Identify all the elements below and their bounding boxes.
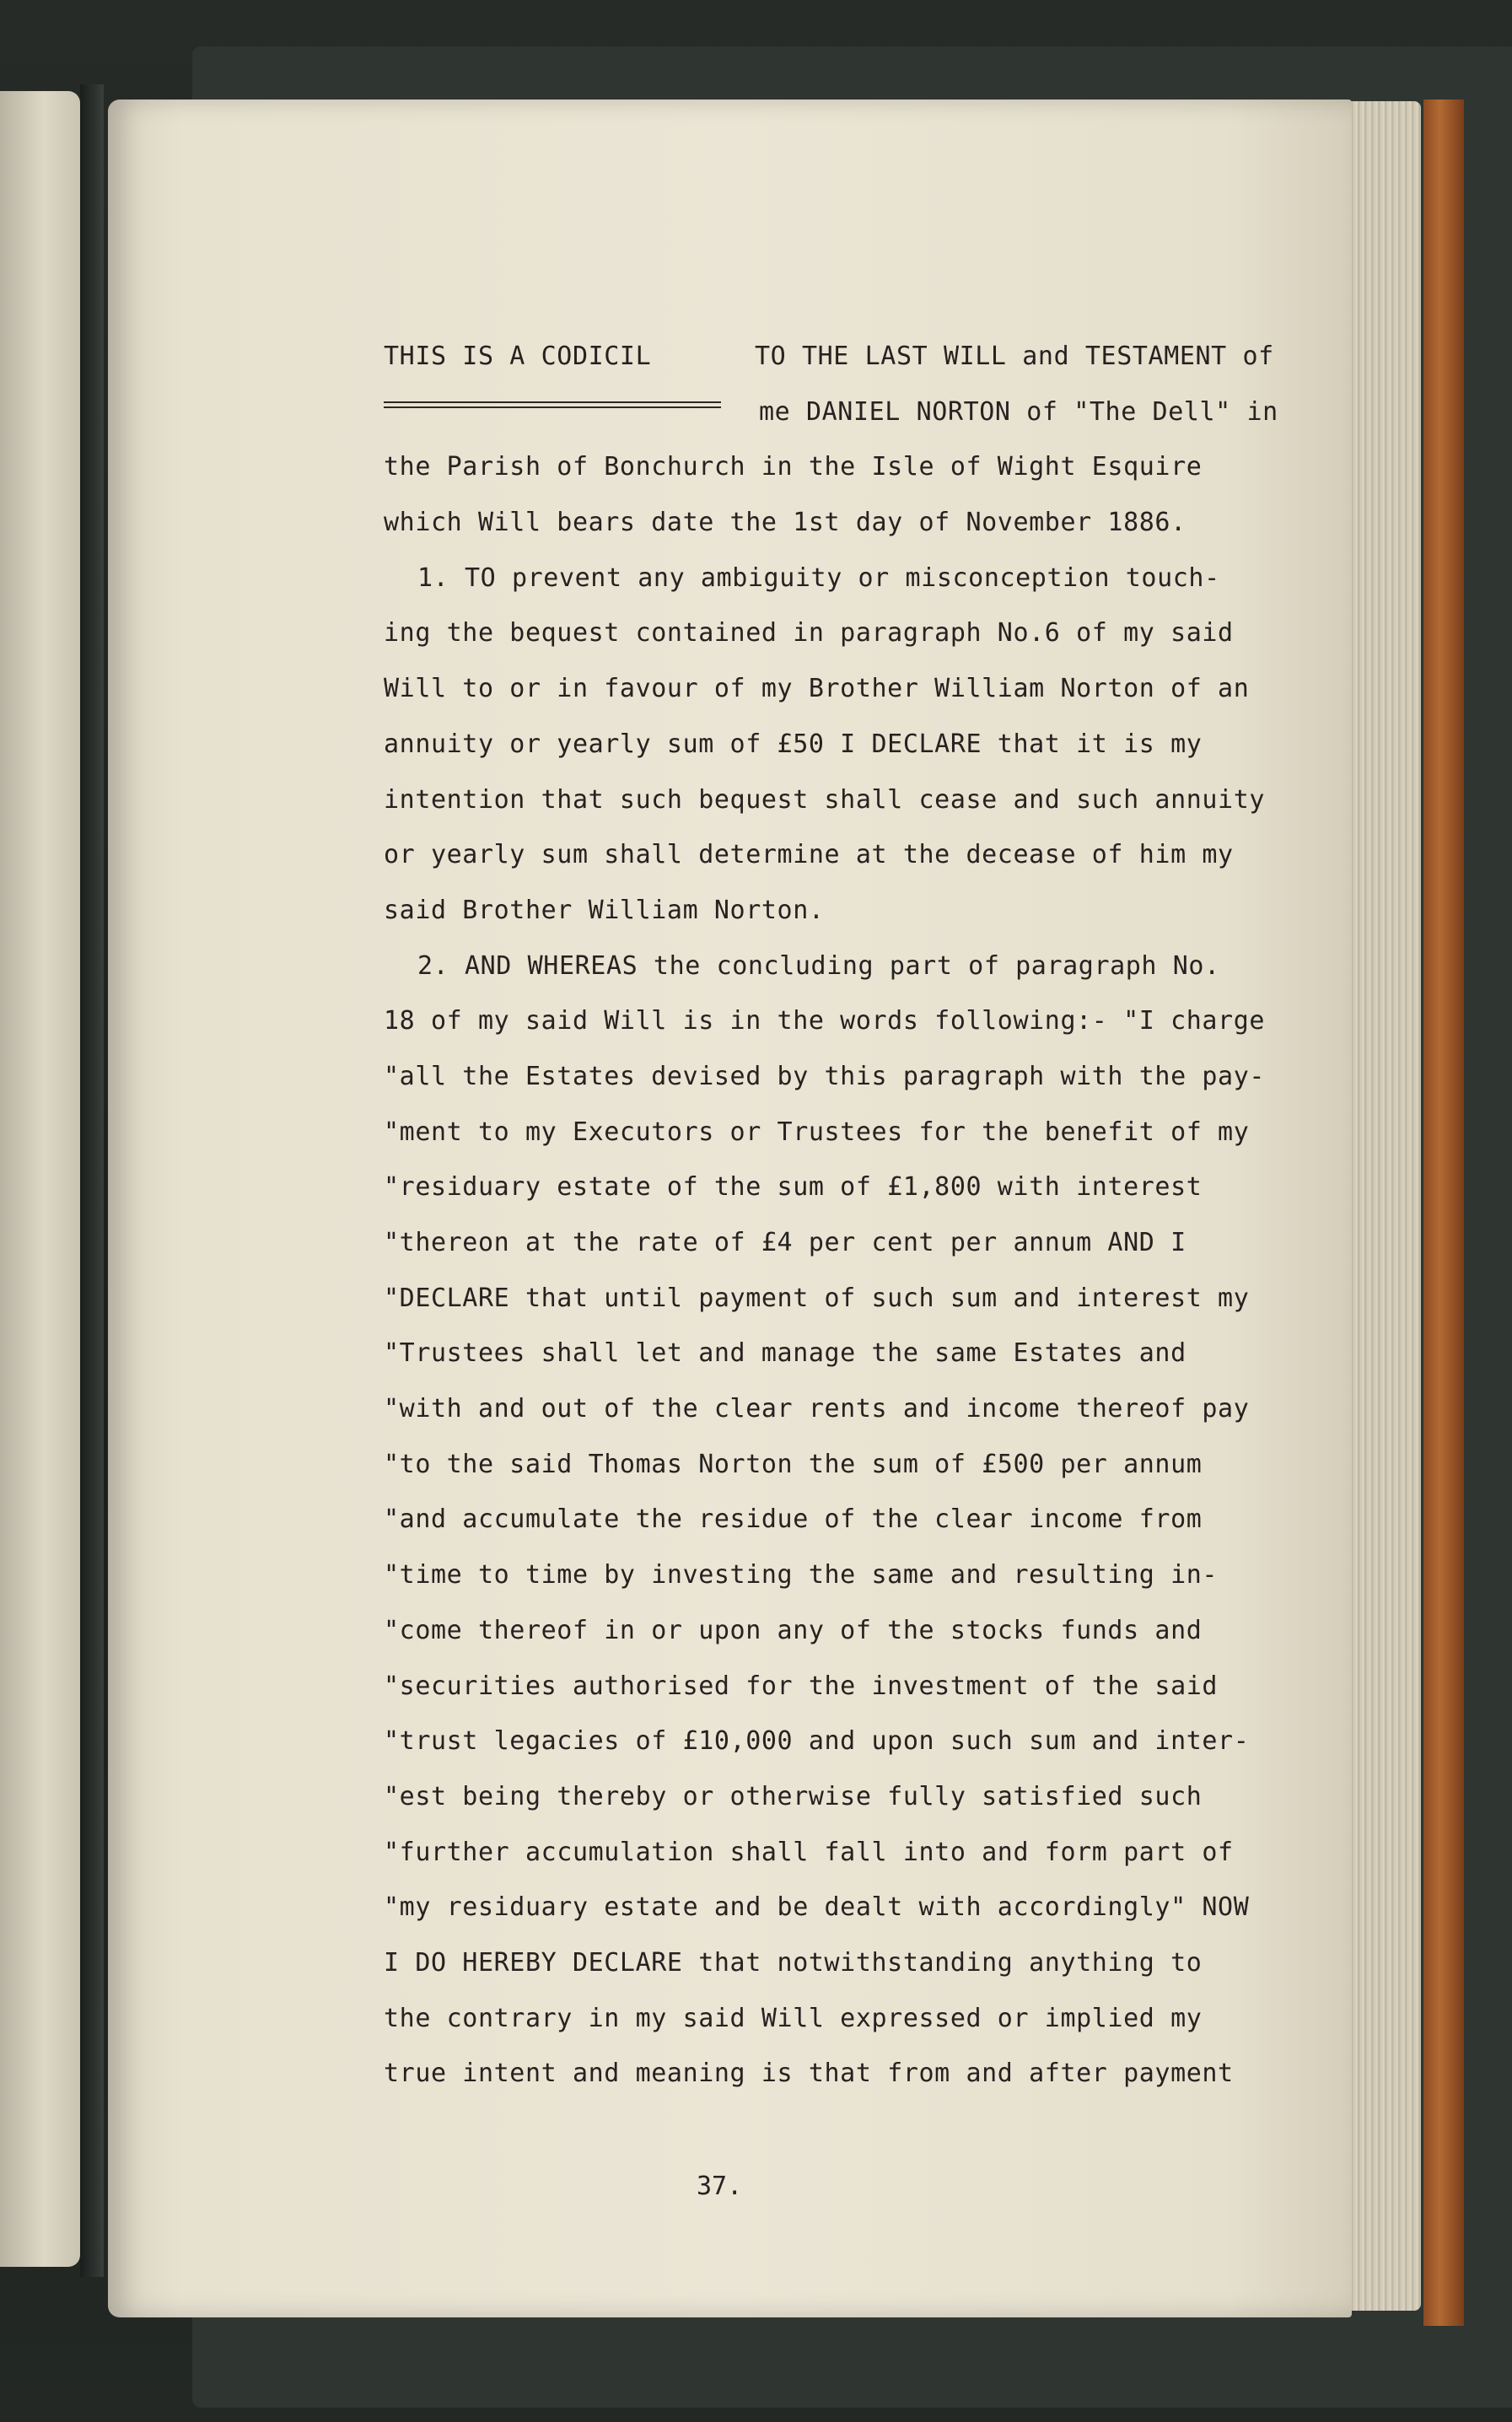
- text-line: "Trustees shall let and manage the same Estates and: [384, 1338, 1186, 1369]
- text-line: annuity or yearly sum of £50 I DECLARE that it is my: [384, 729, 1203, 759]
- text-line: which Will bears date the 1st day of November 1886.: [384, 508, 1186, 538]
- text-line: true intent and meaning is that from and after payment: [384, 2059, 1234, 2089]
- heading-underline: [384, 401, 721, 403]
- text-line: the contrary in my said Will expressed or implied my: [384, 2003, 1203, 2033]
- codicil-text: [384, 329, 1328, 2102]
- text-line: intention that such bequest shall cease and such annuity: [384, 784, 1266, 815]
- page-stack-edge: [1341, 101, 1421, 2311]
- text-line: [384, 329, 1328, 385]
- text-line: the Parish of Bonchurch in the Isle of Wight Esquire: [384, 452, 1203, 482]
- text-line: "further accumulation shall fall into and form part of: [384, 1837, 1234, 1867]
- text-line: Will to or in favour of my Brother William Norton of an: [384, 674, 1250, 704]
- text-line: "thereon at the rate of £4 per cent per annum AND I: [384, 1228, 1186, 1257]
- text-line: "to the said Thomas Norton the sum of £500 per annum: [384, 1449, 1203, 1479]
- text-line: ing the bequest contained in paragraph No.6 of my said: [384, 618, 1234, 649]
- page-number: 37.: [697, 2172, 743, 2201]
- text-line: said Brother William Norton.: [384, 895, 825, 925]
- heading-codicil: THIS IS A CODICIL: [384, 342, 652, 371]
- text-line: I DO HEREBY DECLARE that notwithstanding anything to: [384, 1947, 1203, 1978]
- heading-continuation: TO THE LAST WILL and TESTAMENT of: [755, 342, 1274, 371]
- heading-underline: [384, 406, 721, 408]
- text-line-content: me DANIEL NORTON of "The Dell" in: [759, 396, 1278, 427]
- text-line: "ment to my Executors or Trustees for the benefit of my: [384, 1117, 1250, 1147]
- text-line: "with and out of the clear rents and income thereof pay: [384, 1394, 1250, 1424]
- text-line: "come thereof in or upon any of the stocks funds and: [384, 1615, 1203, 1645]
- paragraph-2-start: 2. AND WHEREAS the concluding part of paragraph No.: [417, 950, 1220, 981]
- text-line: "est being thereby or otherwise fully satisfied such: [384, 1781, 1203, 1811]
- paragraph-1-start: 1. TO prevent any ambiguity or misconception touch-: [417, 562, 1220, 593]
- text-line: "DECLARE that until payment of such sum and interest my: [384, 1283, 1250, 1313]
- text-line: "all the Estates devised by this paragraph with the pay-: [384, 1061, 1266, 1091]
- book-spine-edge: [1423, 100, 1464, 2326]
- text-line: "residuary estate of the sum of £1,800 with interest: [384, 1172, 1203, 1203]
- left-page-edge: [0, 91, 80, 2267]
- text-line: [384, 385, 1328, 440]
- text-line: 18 of my said Will is in the words following:- "I charge: [384, 1006, 1266, 1036]
- text-line: "securities authorised for the investment of the said: [384, 1671, 1219, 1701]
- text-line: "and accumulate the residue of the clear income from: [384, 1504, 1203, 1535]
- text-line: "time to time by investing the same and resulting in-: [384, 1560, 1219, 1590]
- text-line: "trust legacies of £10,000 and upon such sum and inter-: [384, 1726, 1250, 1757]
- text-line: "my residuary estate and be dealt with accordingly" NOW: [384, 1892, 1250, 1923]
- text-line: or yearly sum shall determine at the decease of him my: [384, 840, 1234, 870]
- book-gutter: [80, 84, 104, 2277]
